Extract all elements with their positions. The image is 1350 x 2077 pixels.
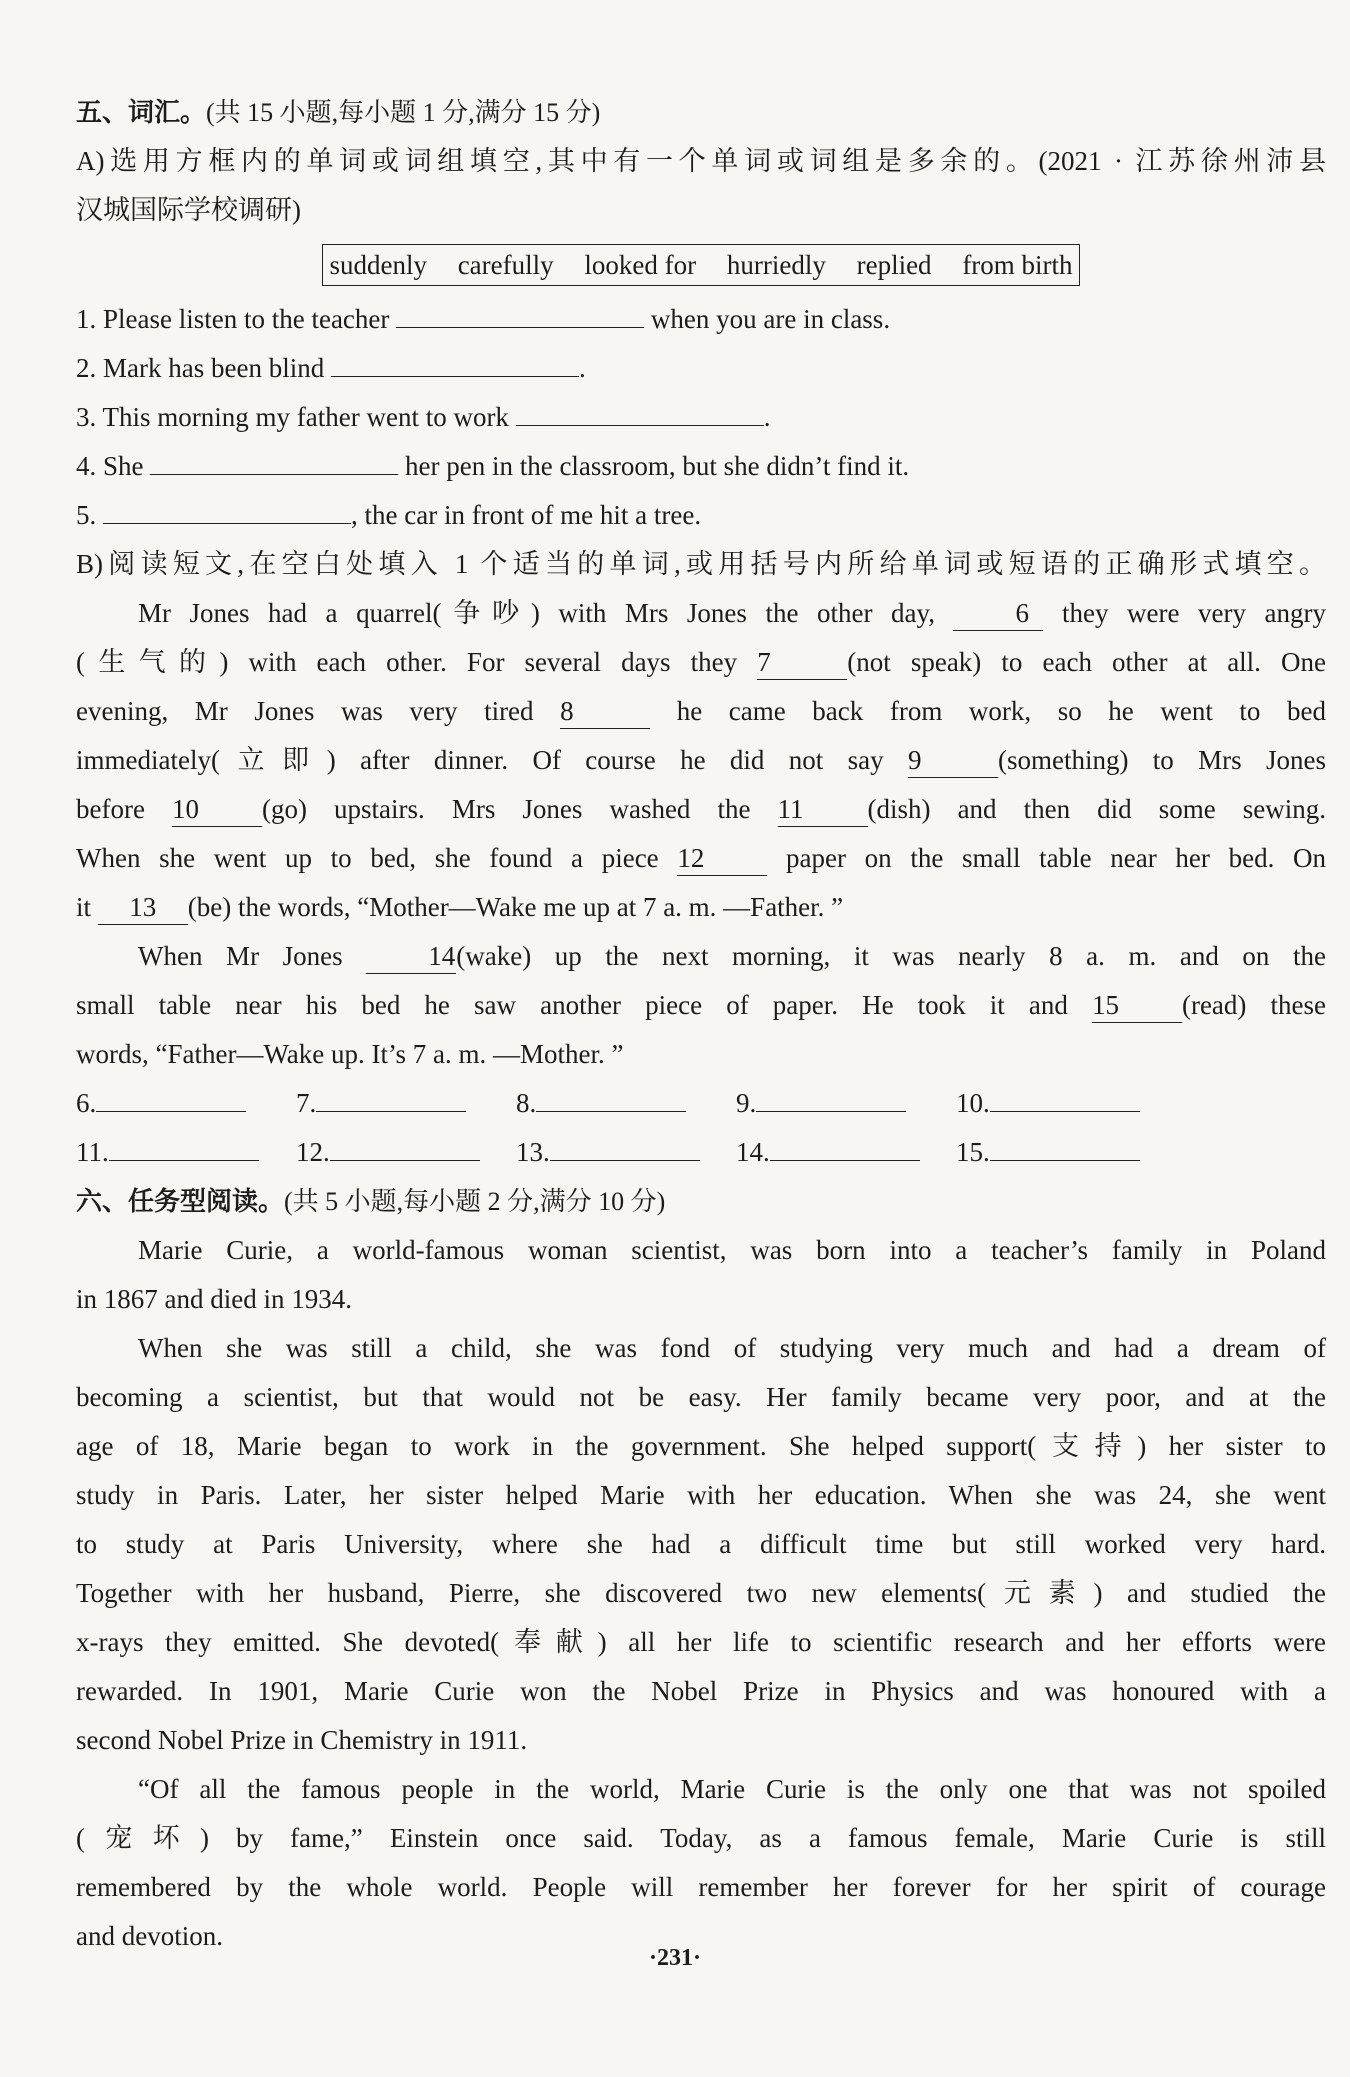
- paragraph-line: remembered by the whole world. People will remember her forever for her spirit of courage: [76, 1872, 1326, 1902]
- paragraph-line: (宠坏) by fame,” Einstein once said. Today, as a famous female, Marie Curie is still: [76, 1823, 1326, 1853]
- passage-text: (be) the words, “Mother—Wake me up at 7 a. m. —Father. ”: [187, 892, 844, 922]
- gap-15[interactable]: 15: [1092, 990, 1182, 1023]
- gap-14[interactable]: 14: [366, 941, 456, 974]
- answer-row-2: [76, 1128, 1326, 1177]
- passage-text: before: [76, 794, 173, 824]
- paragraph-line: rewarded. In 1901, Marie Curie won the Nobel Prize in Physics and was honoured with a: [76, 1676, 1326, 1706]
- q2-text-end: .: [578, 353, 586, 383]
- answer-number: 12.: [296, 1137, 330, 1167]
- answer-blank-2[interactable]: [331, 346, 579, 377]
- answer-slot: [736, 1128, 956, 1177]
- passage-line: words, “Father—Wake up. It’s 7 a. m. —Mother. ”: [76, 1039, 624, 1069]
- passage-line: [76, 932, 1326, 981]
- q4-text-end: her pen in the classroom, but she didn’t find it.: [398, 451, 910, 481]
- paragraph-line: Together with her husband, Pierre, she discovered two new elements(元素) and studied the: [76, 1578, 1326, 1608]
- gap-6[interactable]: 6: [953, 598, 1043, 631]
- passage-text: they were very angry: [1043, 598, 1326, 628]
- gap-7[interactable]: 7: [757, 647, 847, 680]
- passage-text: paper on the small table near her bed. On: [767, 843, 1326, 873]
- word-option: hurriedly: [726, 250, 826, 280]
- section6-heading: [76, 1177, 1326, 1226]
- passage-line: [76, 589, 1326, 638]
- passage-line: [76, 834, 1326, 883]
- answer-blank-4[interactable]: [150, 444, 398, 475]
- question-2: [76, 344, 1326, 393]
- answer-number: 8.: [516, 1088, 537, 1118]
- section5-title: 五、词汇。: [76, 98, 207, 128]
- paragraph-2: [76, 1324, 1326, 1765]
- page-number: ·231·: [648, 1945, 701, 1971]
- passage-line: [76, 736, 1326, 785]
- answer-slot: [956, 1128, 1176, 1177]
- passage-line: [76, 981, 1326, 1030]
- passage-text: it: [76, 892, 98, 922]
- answer-line[interactable]: [316, 1081, 466, 1112]
- word-box-wrapper: [76, 241, 1326, 293]
- q5-text-end: , the car in front of me hit a tree.: [351, 500, 702, 530]
- word-box: [322, 244, 1079, 286]
- passage-text: small table near his bed he saw another piece of paper. He took it and: [76, 990, 1092, 1020]
- passage-text: he came back from work, so he went to bed: [650, 696, 1326, 726]
- answer-slot: [736, 1079, 956, 1128]
- answer-slot: [956, 1079, 1176, 1128]
- paragraph-line: and devotion.: [76, 1921, 223, 1951]
- paragraph-line: age of 18, Marie began to work in the government. She helped support(支持) her sister to: [76, 1431, 1326, 1461]
- answer-number: 11.: [76, 1137, 109, 1167]
- gap-12[interactable]: 12: [677, 843, 767, 876]
- answer-slot: [76, 1079, 296, 1128]
- gap-13[interactable]: 13: [98, 892, 188, 925]
- passage-text: (go) upstairs. Mrs Jones washed the: [262, 794, 778, 824]
- word-option: suddenly: [329, 250, 427, 280]
- passage-text: (dish) and then did some sewing.: [867, 794, 1326, 824]
- answer-slot: [76, 1128, 296, 1177]
- answer-number: 9.: [736, 1088, 757, 1118]
- passage-line: [76, 687, 1326, 736]
- paragraph-line: When she was still a child, she was fond of studying very much and had a dream of: [138, 1333, 1326, 1363]
- paragraph-line: “Of all the famous people in the world, Marie Curie is the only one that was not spoiled: [138, 1774, 1326, 1804]
- passage-text: When Mr Jones: [138, 941, 367, 971]
- paragraph-line: becoming a scientist, but that would not be easy. Her family became very poor, and at the: [76, 1382, 1326, 1412]
- answer-blank-1[interactable]: [396, 297, 644, 328]
- answer-line[interactable]: [770, 1130, 920, 1161]
- section6-title: 六、任务型阅读。: [76, 1187, 285, 1217]
- answer-line[interactable]: [330, 1130, 480, 1161]
- q4-text: 4. She: [76, 451, 151, 481]
- question-1: [76, 295, 1326, 344]
- q3-text: 3. This morning my father went to work: [76, 402, 516, 432]
- word-option: from birth: [962, 250, 1073, 280]
- gap-10[interactable]: 10: [172, 794, 262, 827]
- partB-intro: B)阅读短文,在空白处填入 1 个适当的单词,或用括号内所给单词或短语的正确形式填空。: [76, 549, 1326, 579]
- section5-heading: [76, 88, 1326, 137]
- paragraph-3: [76, 1765, 1326, 1961]
- answer-row-1: [76, 1079, 1326, 1128]
- word-option: looked for: [584, 250, 697, 280]
- passage-text: (something) to Mrs Jones: [997, 745, 1326, 775]
- passage-text: evening, Mr Jones was very tired: [76, 696, 561, 726]
- paragraph-line: x-rays they emitted. She devoted(奉献) all her life to scientific research and her efforts were: [76, 1627, 1326, 1657]
- answer-number: 10.: [956, 1088, 990, 1118]
- section6-title-rest: (共 5 小题,每小题 2 分,满分 10 分): [284, 1187, 666, 1216]
- paragraph-line: Marie Curie, a world-famous woman scientist, was born into a teacher’s family in Poland: [138, 1235, 1326, 1265]
- paragraph-line: second Nobel Prize in Chemistry in 1911.: [76, 1725, 528, 1755]
- gap-8[interactable]: 8: [560, 696, 650, 729]
- word-option: carefully: [457, 250, 554, 280]
- answer-number: 6.: [76, 1088, 97, 1118]
- question-5: [76, 491, 1326, 540]
- passage-text: immediately(立即) after dinner. Of course he did not say: [76, 745, 908, 775]
- answer-line[interactable]: [756, 1081, 906, 1112]
- question-3: [76, 393, 1326, 442]
- answer-slot: [296, 1079, 516, 1128]
- answer-line[interactable]: [536, 1081, 686, 1112]
- paragraph-line: in 1867 and died in 1934.: [76, 1284, 352, 1314]
- answer-line[interactable]: [96, 1081, 246, 1112]
- section5-title-rest: (共 15 小题,每小题 1 分,满分 15 分): [206, 98, 601, 127]
- answer-line[interactable]: [109, 1130, 259, 1161]
- paragraph-line: to study at Paris University, where she had a difficult time but still worked very hard.: [76, 1529, 1326, 1559]
- answer-blank-3[interactable]: [516, 395, 764, 426]
- q3-text-end: .: [763, 402, 771, 432]
- answer-blank-5[interactable]: [103, 493, 351, 524]
- answer-line[interactable]: [990, 1130, 1140, 1161]
- passage-line: [76, 638, 1326, 687]
- answer-slot: [296, 1128, 516, 1177]
- q5-text: 5.: [76, 500, 103, 530]
- gap-9[interactable]: 9: [908, 745, 998, 778]
- paragraph-1: [76, 1226, 1326, 1324]
- passage-text: Mr Jones had a quarrel(争吵) with Mrs Jones the other day,: [138, 598, 954, 628]
- answer-number: 7.: [296, 1088, 317, 1118]
- answer-line[interactable]: [990, 1081, 1140, 1112]
- q1-text: 1. Please listen to the teacher: [76, 304, 397, 334]
- passage-text: (生气的) with each other. For several days they: [76, 647, 758, 677]
- answer-number: 14.: [736, 1137, 770, 1167]
- passage-line: [76, 785, 1326, 834]
- question-4: [76, 442, 1326, 491]
- answer-slot: [516, 1128, 736, 1177]
- passage-text: (not speak) to each other at all. One: [847, 647, 1327, 677]
- gap-11[interactable]: 11: [778, 794, 868, 827]
- passage-line: [76, 883, 1326, 932]
- answer-number: 15.: [956, 1137, 990, 1167]
- answer-slot: [516, 1079, 736, 1128]
- word-option: replied: [856, 250, 932, 280]
- passage-text: (wake) up the next morning, it was nearly 8 a. m. and on the: [456, 941, 1327, 971]
- passage-text: When she went up to bed, she found a piece: [76, 843, 678, 873]
- passage-text: (read) these: [1181, 990, 1326, 1020]
- answer-line[interactable]: [550, 1130, 700, 1161]
- answer-number: 13.: [516, 1137, 550, 1167]
- partA-intro-line1: A)选用方框内的单词或词组填空,其中有一个单词或词组是多余的。(2021 · 江苏徐州沛县: [76, 146, 1326, 176]
- q2-text: 2. Mark has been blind: [76, 353, 331, 383]
- q1-text-end: when you are in class.: [644, 304, 891, 334]
- partA-intro-line2: 汉城国际学校调研): [76, 195, 301, 225]
- page-content: [76, 88, 1326, 1961]
- paragraph-line: study in Paris. Later, her sister helped Marie with her education. When she was 24, she went: [76, 1480, 1326, 1510]
